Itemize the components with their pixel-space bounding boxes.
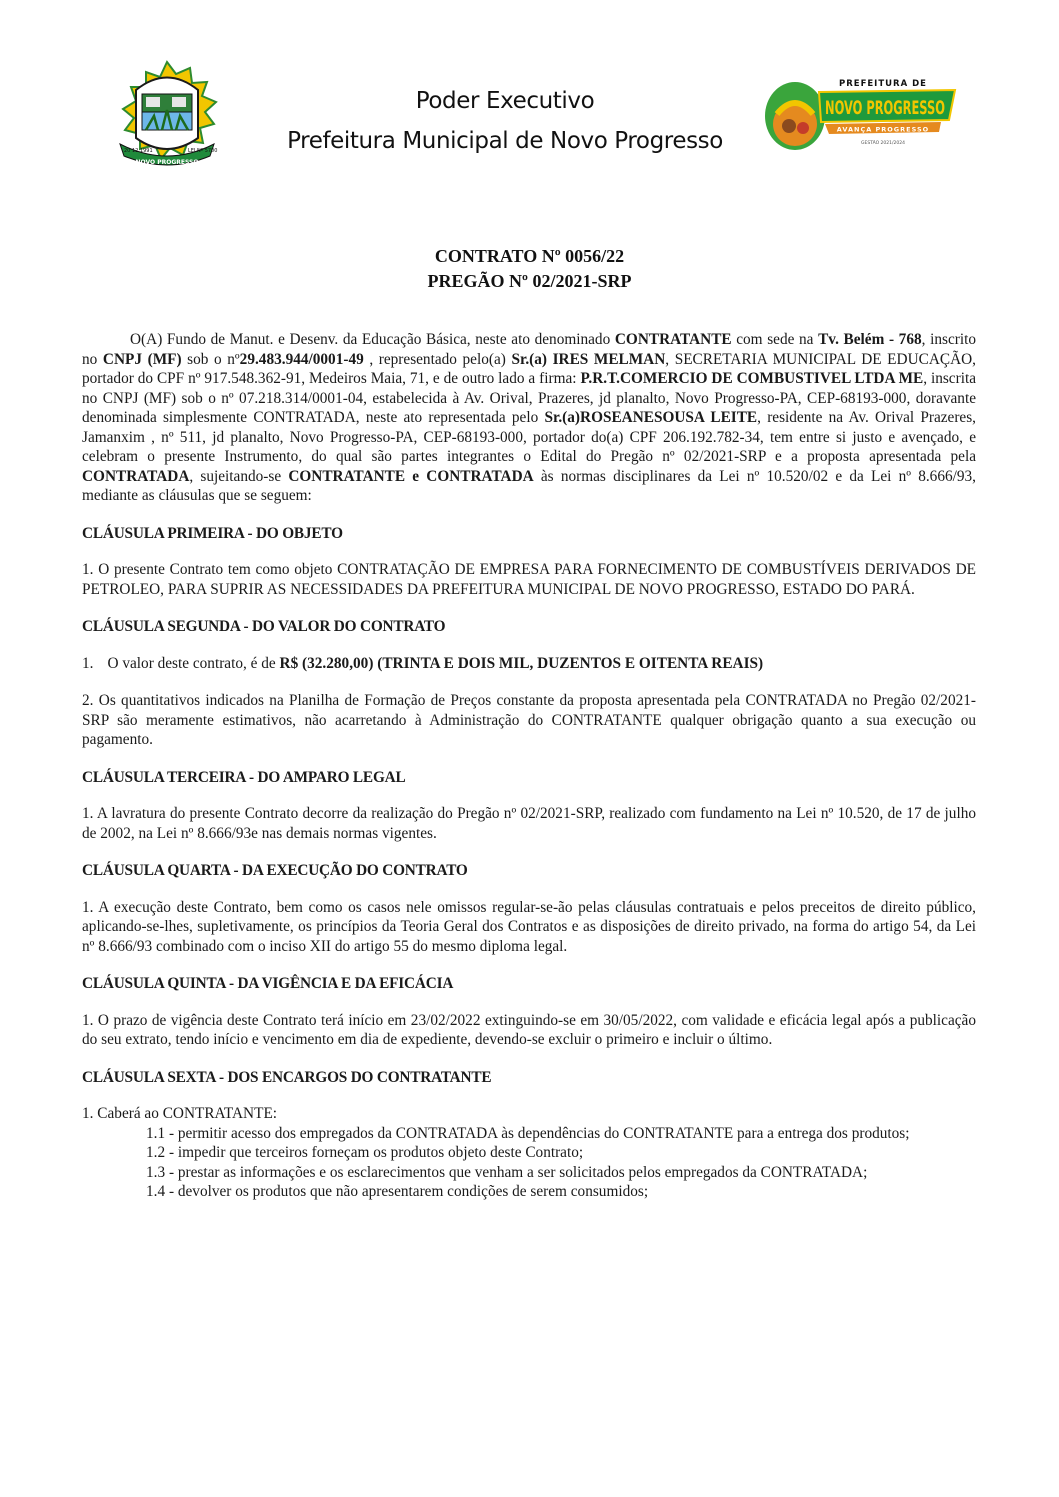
clause-4-paragraph: 1. A execução deste Contrato, bem como os casos nele omissos regular-se-ão pelas cláusulas contratuais e pelos preceitos de direito público, aplicando-se-lhes, supletivamente, os princípios da Teoria Geral dos Contratos e as disposições de direito privado, na forma do artigo 54, da Lei nº 8.666/93 combinado com o inciso XII do artigo 55 do mesmo diploma legal. — [82, 898, 976, 955]
clause-6-paragraph: 1. Caberá ao CONTRATANTE: — [82, 1105, 278, 1122]
auction-number-title: PREGÃO Nº 02/2021-SRP — [427, 271, 632, 291]
municipal-seal-logo — [106, 60, 228, 172]
brand-name-text: NOVO PROGRESSO — [825, 97, 945, 119]
clause-2-paragraph-1: 1. O valor deste contrato, é de R$ (32.280,00) (TRINTA E DOIS MIL, DUZENTOS E OITENTA REAIS) — [82, 654, 764, 672]
clause-6-item: 1.3 - prestar as informações e os esclarecimentos que venham a ser solicitados pelos empregados da CONTRATADA; — [146, 1163, 868, 1181]
clause-6-item: 1.2 - impedir que terceiros forneçam os produtos objeto deste Contrato; — [146, 1144, 584, 1161]
clause-2-heading: CLÁUSULA SEGUNDA - DO VALOR DO CONTRATO — [82, 618, 446, 635]
clause-5-heading: CLÁUSULA QUINTA - DA VIGÊNCIA E DA EFICÁCIA — [82, 975, 454, 992]
header-line-1: Poder Executivo — [415, 88, 595, 114]
intro-paragraph: O(A) Fundo de Manut. e Desenv. da Educação Básica, neste ato denominado CONTRATANTE com sede na Tv. Belém - 768, inscrito no CNPJ (MF) sob o nº29.483.944/0001-49 , representado pelo(a) Sr.(a) IRES MELMAN, SECRETARIA MUNICIPAL DE EDUCAÇÃO, portador do CPF nº 917.548.362-91, Medeiros Maia, 71, e de outro lado a firma: P.R.T.COMERCIO DE COMBUSTIVEL LTDA ME, inscrita no CNPJ (MF) sob o nº 07.218.314/0001-04, estabelecida à Av. Orival, Prazeres, jd planalto, Novo Progresso-PA, CEP-68193-000, doravante denominada simplesmente CONTRATADA, neste ato representada pelo Sr.(a)ROSEANESOUSA LEITE, residente na Av. Orival Prazeres, Jamanxim , nº 511, jd planalto, Novo Progresso-PA, CEP-68193-000, portador do(a) CPF 206.192.782-34, tem entre si justo e avençado, e celebram o presente Instrumento, do qual são partes integrantes o Edital do Pregão nº 02/2021-SRP e a proposta apresentada pela CONTRATADA, sujeitando-se CONTRATANTE e CONTRATADA às normas disciplinares da Lei nº 10.520/02 e da Lei nº 8.666/93, mediante as cláusulas que se seguem: — [82, 331, 976, 504]
contract-body — [82, 330, 976, 1202]
clause-2-paragraph-2: 2. Os quantitativos indicados na Planilha de Formação de Preços constante da proposta apresentada pela CONTRATADA no Pregão 02/2021-SRP são meramente estimativos, não acarretando à Administração do CONTRATANTE qualquer obrigação quanto a sua execução ou pagamento. — [82, 692, 976, 748]
clause-6-heading: CLÁUSULA SEXTA - DOS ENCARGOS DO CONTRATANTE — [82, 1068, 492, 1086]
clause-4-heading: CLÁUSULA QUARTA - DA EXECUÇÃO DO CONTRATO — [82, 862, 468, 879]
clause-1-heading: CLÁUSULA PRIMEIRA - DO OBJETO — [82, 524, 343, 542]
seal-law-text: LEI Nº 5700 — [188, 148, 218, 154]
clause-3-heading: CLÁUSULA TERCEIRA - DO AMPARO LEGAL — [82, 768, 406, 786]
seal-city-text: NOVO PROGRESSO — [135, 159, 199, 166]
clause-5-paragraph: 1. O prazo de vigência deste Contrato terá início em 23/02/2022 extinguindo-se em 30/05/2022, com validade e eficácia legal após a publicação do seu extrato, tendo início e vencimento em dia de expediente, devendo-se excluir o primeiro e incluir o último. — [82, 1011, 976, 1048]
clause-6-item: 1.4 - devolver os produtos que não apresentarem condições de serem consumidos; — [146, 1183, 649, 1200]
brand-term-text: GESTÃO 2021/2024 — [861, 141, 905, 146]
letterhead — [0, 0, 1059, 190]
contract-number-title: CONTRATO Nº 0056/22 — [434, 246, 625, 266]
brand-top-text: PREFEITURA DE — [838, 79, 928, 89]
clause-1-paragraph: 1. O presente Contrato tem como objeto CONTRATAÇÃO DE EMPRESA PARA FORNECIMENTO DE COMBUSTÍVEIS DERIVADOS DE PETROLEO, PARA SUPRIR AS NECESSIDADES DA PREFEITURA MUNICIPAL DE NOVO PROGRESSO, ESTADO DO PARÁ. — [82, 561, 976, 598]
clause-3-paragraph: 1. A lavratura do presente Contrato decorre da realização do Pregão nº 02/2021-SRP, realizado com fundamento na Lei nº 10.520, de 17 de julho de 2002, na Lei nº 8.666/93e nas demais normas vigentes. — [82, 805, 976, 842]
seal-date-text: 20 12 1991 — [124, 148, 153, 154]
clause-6-item: 1.1 - permitir acesso dos empregados da CONTRATADA às dependências do CONTRATANTE para a entrega dos produtos; — [146, 1124, 910, 1142]
header-line-2: Prefeitura Municipal de Novo Progresso — [287, 128, 723, 154]
brand-slogan-text: AVANÇA PROGRESSO — [836, 125, 930, 134]
novo-progresso-brand-logo — [763, 74, 957, 154]
